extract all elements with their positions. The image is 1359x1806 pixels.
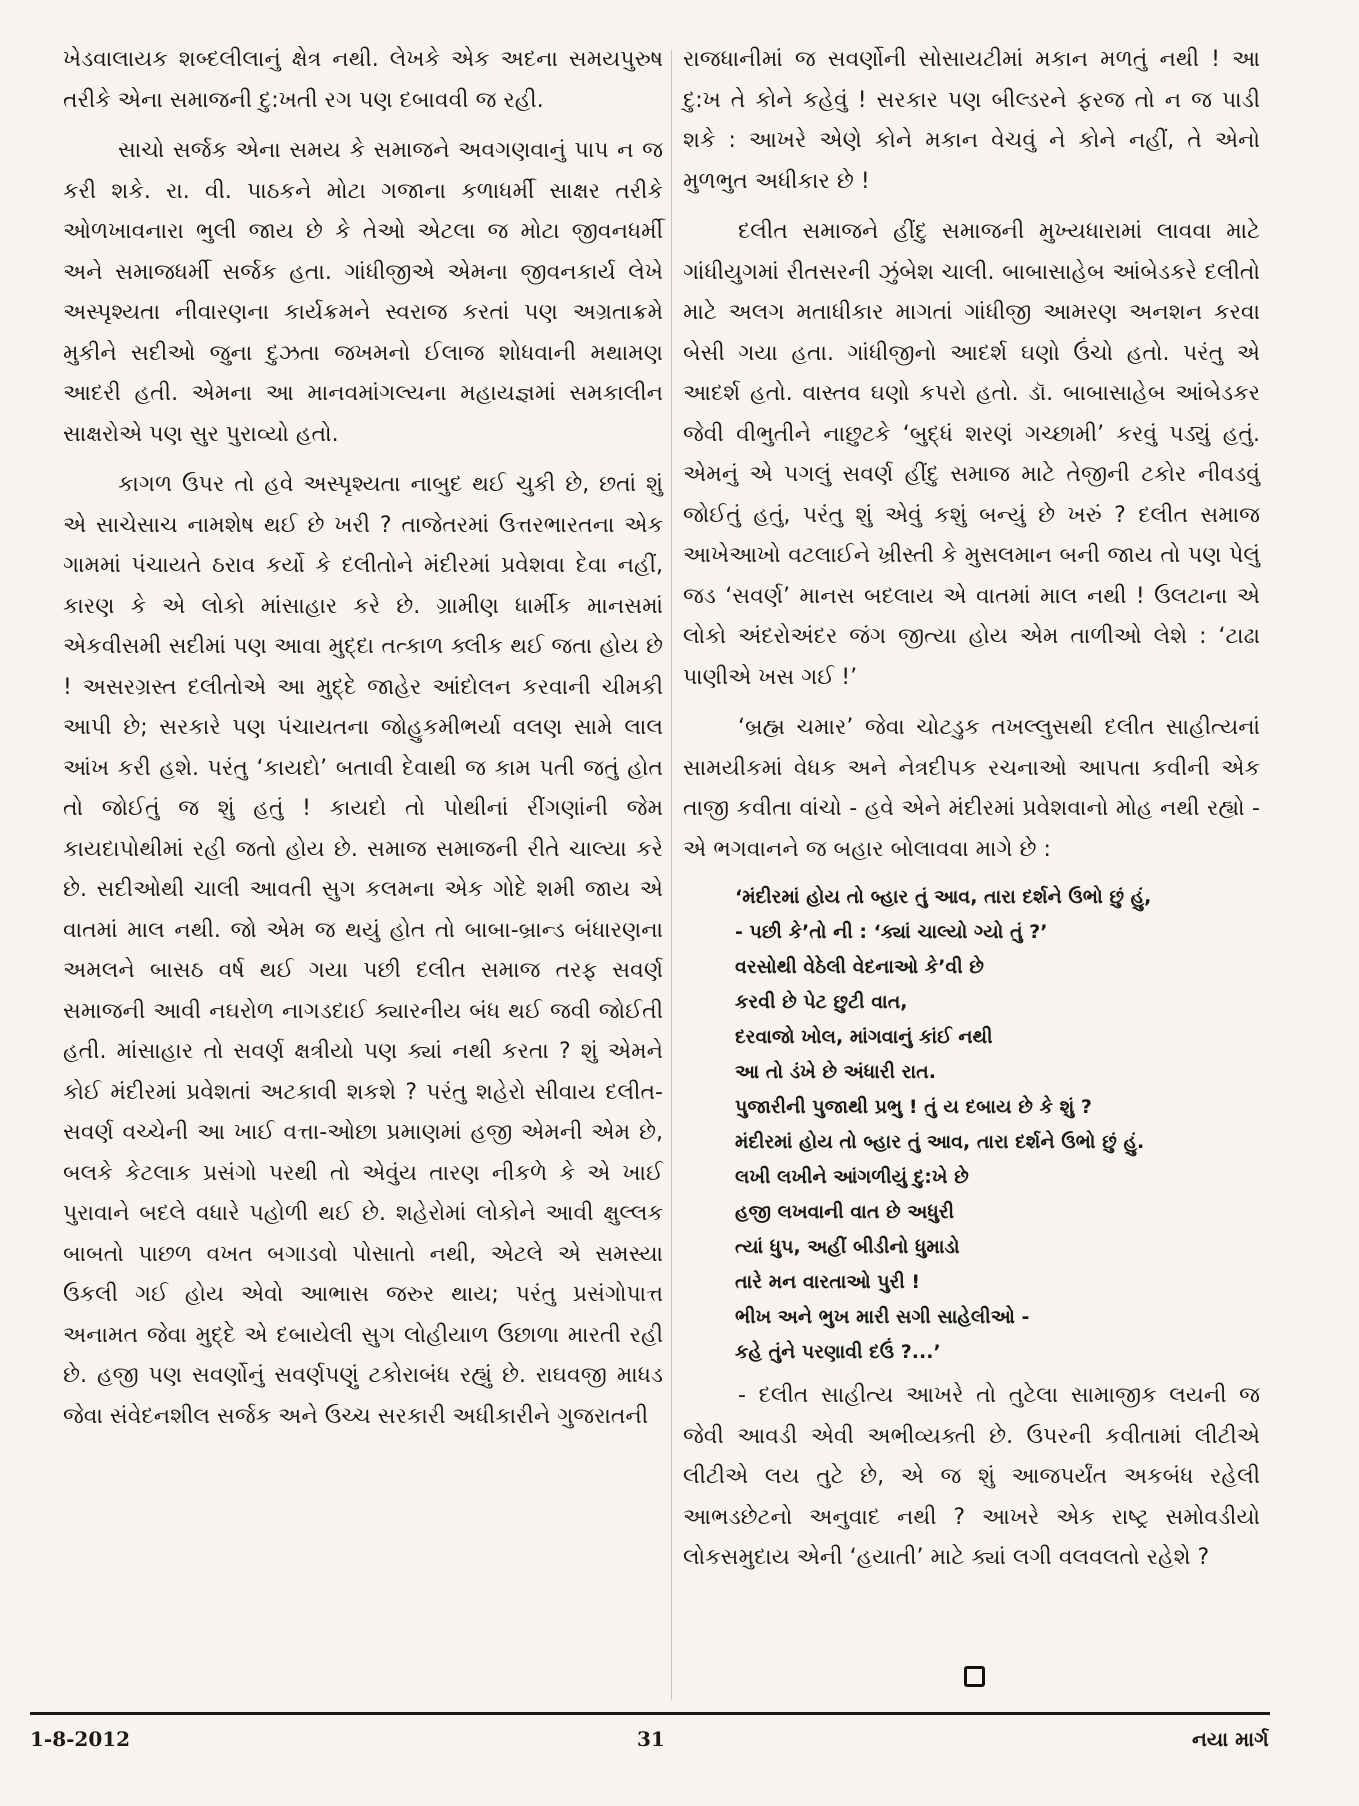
poem <box>735 880 1260 1370</box>
poem-line: ‘મંદીરમાં હોય તો બ્હાર તું આવ, તારા દર્શને ઉભો છું હું, <box>735 886 1152 908</box>
footer-divider <box>30 1712 1270 1715</box>
poem-line: કહે તુંને પરણાવી દઉં ?...’ <box>735 1341 941 1363</box>
poem-line: દરવાજો ખોલ, માંગવાનું કાંઈ નથી <box>735 1026 993 1048</box>
poem-line: ત્યાં ધુપ, અહીં બીડીનો ધુમાડો <box>735 1236 960 1258</box>
paragraph: દલીત સમાજને હીંદુ સમાજની મુખ્યધારામાં લાવવા માટે ગાંધીયુગમાં રીતસરની ઝુંબેશ ચાલી. બાબાસાહેબ આંબેડકરે દલીતો માટે અલગ મતાધીકાર માગતાં ગાંધીજી આમરણ અનશન કરવા બેસી ગયા હતા. ગાંધીજીનો આદર્શ ઘણો ઉંચો હતો. પરંતુ એ આદર્શ હતો. વાસ્તવ ઘણો કપરો હતો. ડૉ. બાબાસાહેબ આંબેડકર જેવી વીભુતીને નાછુટકે ‘બુદ્ધં શરણં ગચ્છામી’ કરવું પડ્યું હતું. એમનું એ પગલું સવર્ણ હીંદુ સમાજ માટે તેજીની ટકોર નીવડવું જોઈતું હતું, પરંતુ શું એવું કશું બન્યું છે ખરું ? દલીત સમાજ આખેઆખો વટલાઈને ખ્રીસ્તી કે મુસલમાન બની જાય તો પણ પેલું જડ ‘સવર્ણ’ માનસ બદલાય એ વાતમાં માલ નથી ! ઉલટાના એ લોકો અંદરોઅંદર જંગ જીત્યા હોય એમ તાળીઓ લેશે : ‘ટાઢા પાણીએ ખસ ગઈ !’ <box>683 219 1260 690</box>
paragraph: રાજધાનીમાં જ સવર્ણોની સોસાયટીમાં મકાન મળતું નથી ! આ દુ:ખ તે કોને કહેવું ! સરકાર પણ બીલ્ડરને ફરજ તો ન જ પાડી શકે : આખરે એણે કોને મકાન વેચવું ને કોને નહીં, તે એનો મુળભુત અધીકાર છે ! <box>683 47 1260 194</box>
poem-line: પુજારીની પુજાથી પ્રભુ ! તું ય દબાય છે કે શું ? <box>735 1096 1092 1118</box>
paragraph: - દલીત સાહીત્ય આખરે તો તુટેલા સામાજીક લયની જ જેવી આવડી એવી અભીવ્યક્તી છે. ઉપરની કવીતામાં લીટીએ લીટીએ લય તુટે છે, એ જ શું આજપર્યંત અકબંધ રહેલી આભડછેટનો અનુવાદ નથી ? આખરે એક રાષ્ટ્ર સમોવડીયો લોકસમુદાય એની ‘હયાતી’ માટે ક્યાં લગી વલવલતો રહેશે ? <box>683 1383 1260 1570</box>
poem-line: લખી લખીને આંગળીયું દુ:ખે છે <box>735 1166 969 1188</box>
poem-line: તારે મન વારતાઓ પુરી ! <box>735 1271 921 1293</box>
column-divider <box>671 50 672 1700</box>
poem-line: કરવી છે પેટ છુટી વાત, <box>735 991 908 1013</box>
paragraph: ખેડવાલાયક શબ્દલીલાનું ક્ષેત્ર નથી. લેખકે એક અદના સમયપુરુષ તરીકે એના સમાજની દુ:ખતી રગ પણ દબાવવી જ રહી. <box>63 47 663 113</box>
poem-line: મંદીરમાં હોય તો બ્હાર તું આવ, તારા દર્શને ઉભો છું હું. <box>735 1131 1145 1153</box>
paragraph: સાચો સર્જક એના સમય કે સમાજને અવગણવાનું પાપ ન જ કરી શકે. રા. વી. પાઠકને મોટા ગજાના કળાધર્મી સાક્ષર તરીકે ઓળખાવનારા ભુલી જાય છે કે તેઓ એટલા જ મોટા જીવનધર્મી અને સમાજધર્મી સર્જક હતા. ગાંધીજીએ એમના જીવનકાર્ય લેખે અસ્પૃશ્યતા નીવારણના કાર્યક્રમને સ્વરાજ કરતાં પણ અગ્રતાક્રમે મુકીને સદીઓ જુના દુઝતા જખમનો ઈલાજ શોધવાની મથામણ આદરી હતી. એમના આ માનવમાંગલ્યના મહાયજ્ઞમાં સમકાલીન સાક્ષરોએ પણ સુર પુરાવ્યો હતો. <box>63 138 663 447</box>
right-column <box>683 40 1260 1589</box>
end-of-article-icon <box>964 1666 985 1687</box>
poem-line: વરસોથી વેઠેલી વેદનાઓ કે’વી છે <box>735 956 984 978</box>
poem-line: હજી લખવાની વાત છે અધુરી <box>735 1201 955 1223</box>
poem-line: આ તો ડંખે છે અંધારી રાત. <box>735 1061 936 1083</box>
magazine-name: નયા માર્ગ <box>1192 1727 1269 1751</box>
issue-date: 1-8-2012 <box>30 1727 131 1751</box>
poem-line: - પછી કે’તો ની : ‘ક્યાં ચાલ્યો ગ્યો તું ?’ <box>735 921 1048 943</box>
poem-line: ભીખ અને ભુખ મારી સગી સાહેલીઓ - <box>735 1306 1030 1328</box>
left-column <box>63 40 663 1447</box>
paragraph: કાગળ ઉપર તો હવે અસ્પૃશ્યતા નાબુદ થઈ ચુકી છે, છતાં શું એ સાચેસાચ નામશેષ થઈ છે ખરી ? તાજેતરમાં ઉત્તરભારતના એક ગામમાં પંચાયતે ઠરાવ કર્યો કે દલીતોને મંદીરમાં પ્રવેશવા દેવા નહીં, કારણ કે એ લોકો માંસાહાર કરે છે. ગ્રામીણ ધાર્મીક માનસમાં એકવીસમી સદીમાં પણ આવા મુદ્દા તત્કાળ ક્લીક થઈ જતા હોય છે ! અસરગ્રસ્ત દલીતોએ આ મુદ્દે જાહેર આંદોલન કરવાની ચીમકી આપી છે; સરકારે પણ પંચાયતના જોહુકમીભર્યા વલણ સામે લાલ આંખ કરી હશે. પરંતુ ‘કાયદો’ બતાવી દેવાથી જ કામ પતી જતું હોત તો જોઈતું જ શું હતું ! કાયદો તો પોથીનાં રીંગણાંની જેમ કાયદાપોથીમાં રહી જતો હોય છે. સમાજ સમાજની રીતે ચાલ્યા કરે છે. સદીઓથી ચાલી આવતી સુગ કલમના એક ગોદે શમી જાય એ વાતમાં માલ નથી. જો એમ જ થયું હોત તો બાબા-બ્રાન્ડ બંધારણના અમલને બાસઠ વર્ષ થઈ ગયા પછી દલીત સમાજ તરફ સવર્ણ સમાજની આવી નઘરોળ નાગડદાઈ ક્યારનીય બંધ થઈ જવી જોઈતી હતી. માંસાહાર તો સવર્ણ ક્ષત્રીયો પણ ક્યાં નથી કરતા ? શું એમને કોઈ મંદીરમાં પ્રવેશતાં અટકાવી શકશે ? પરંતુ શહેરો સીવાય દલીત-સવર્ણ વચ્ચેની આ ખાઈ વત્તા-ઓછા પ્રમાણમાં હજી એમની એમ છે, બલકે કેટલાક પ્રસંગો પરથી તો એવુંય તારણ નીકળે કે એ ખાઈ પુરાવાને બદલે વધારે પહોળી થઈ છે. શહેરોમાં લોકોને આવી ક્ષુલ્લક બાબતો પાછળ વખત બગાડવો પોસાતો નથી, એટલે એ સમસ્યા ઉકલી ગઈ હોય એવો આભાસ જરુર થાય; પરંતુ પ્રસંગોપાત્ત અનામત જેવા મુદ્દે એ દબાયેલી સુગ લોહીયાળ ઉછાળા મારતી રહી છે. હજી પણ સવર્ણોનું સવર્ણપણું ટકોરાબંધ રહ્યું છે. રાઘવજી માધડ જેવા સંવેદનશીલ સર્જક અને ઉચ્ચ સરકારી અધીકારીને ગુજરાતની <box>63 472 663 1429</box>
page-number: 31 <box>637 1727 665 1751</box>
paragraph: ‘બ્રહ્મ ચમાર’ જેવા ચોટડુક તખલ્લુસથી દલીત સાહીત્યનાં સામયીકમાં વેધક અને નેત્રદીપક રચનાઓ આપતા કવીની એક તાજી કવીતા વાંચો - હવે એને મંદીરમાં પ્રવેશવાનો મોહ નથી રહ્યો - એ ભગવાનને જ બહાર બોલાવવા માગે છે : <box>683 715 1260 862</box>
